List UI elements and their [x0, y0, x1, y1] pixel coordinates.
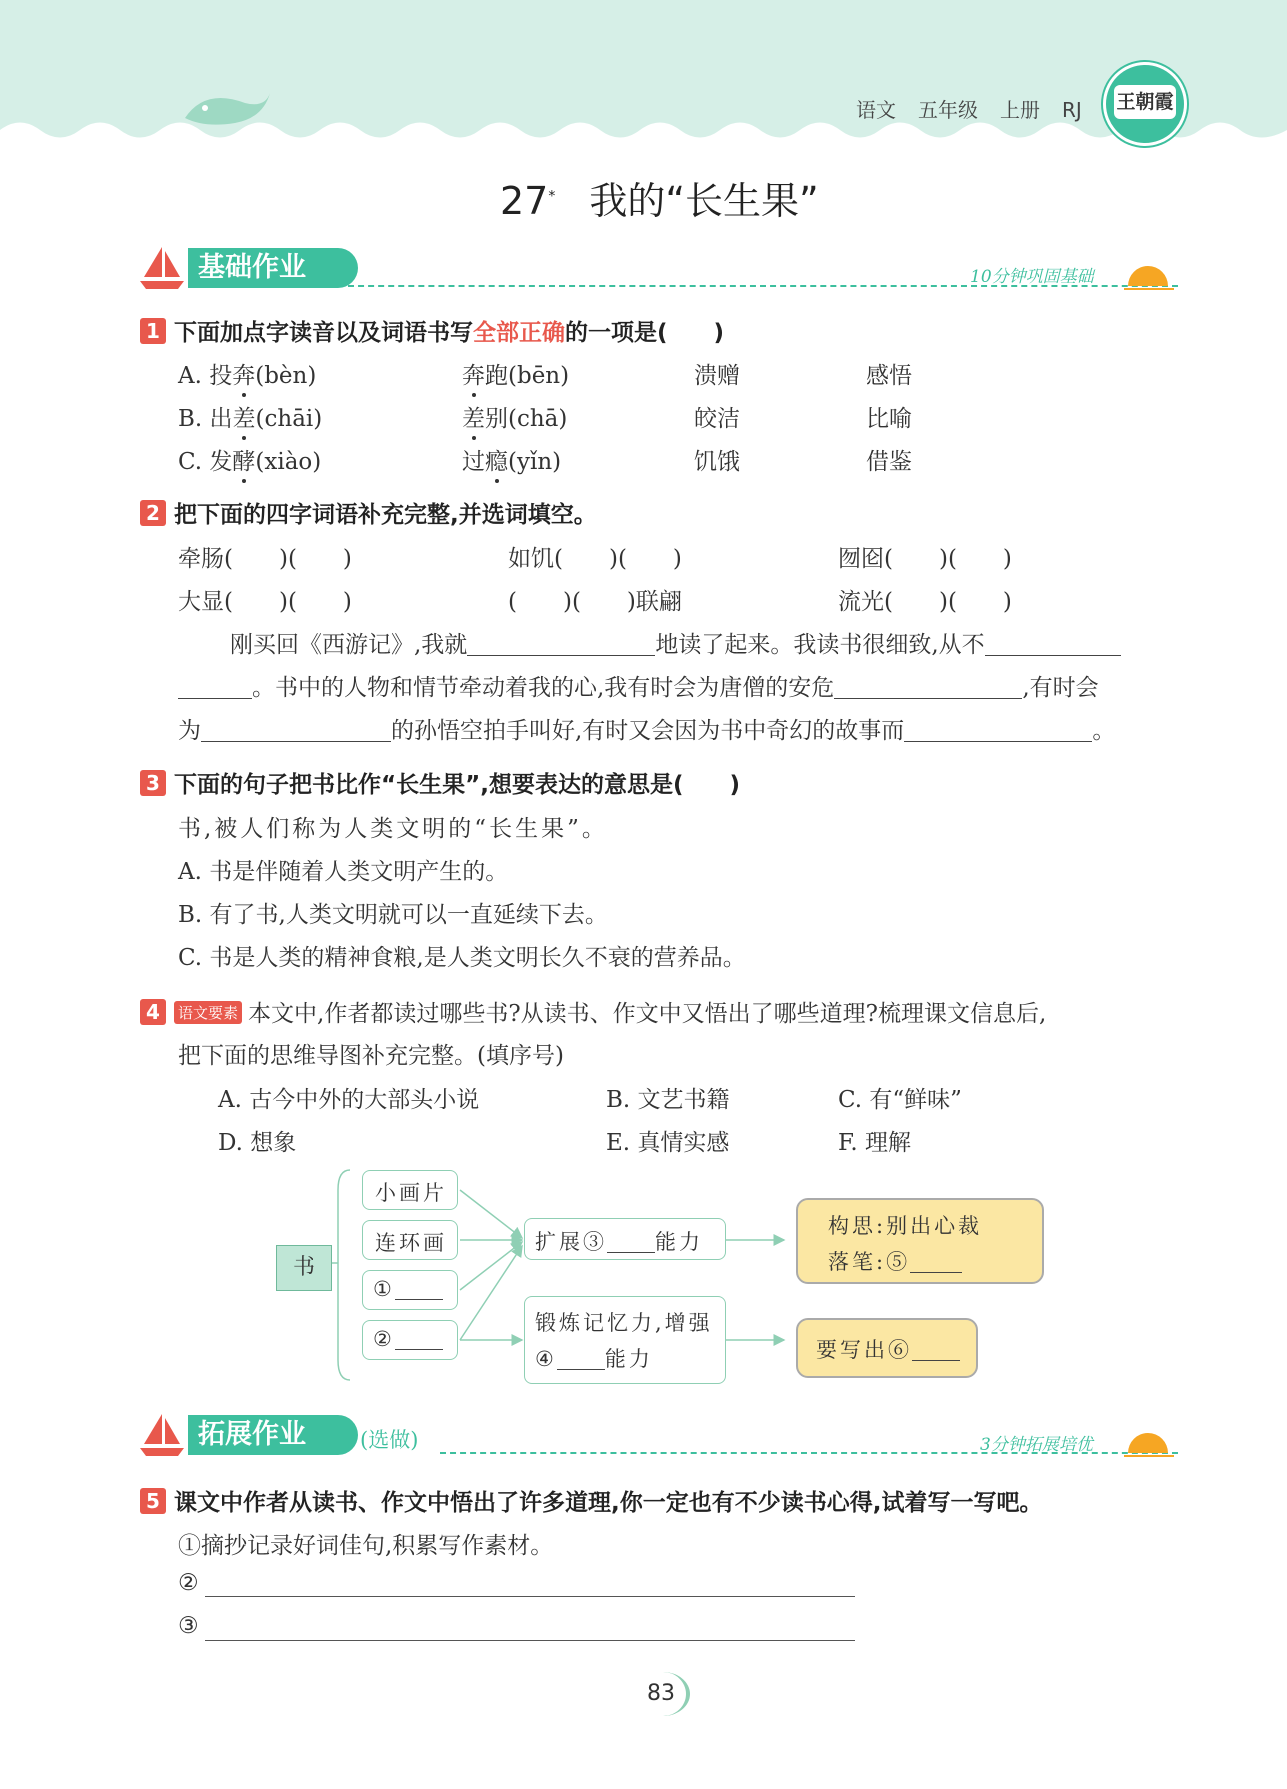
blank[interactable] — [467, 633, 655, 656]
mindmap-branch-4[interactable]: ② — [362, 1320, 458, 1360]
mindmap-note-2[interactable]: 要写出⑥ — [796, 1318, 978, 1378]
q3-option-c[interactable]: C. 书是人类的精神食粮,是人类文明长久不衰的营养品。 — [178, 945, 746, 971]
q3-quote: 书,被人们称为人类文明的“长生果”。 — [178, 816, 608, 842]
q2-passage-line1: 刚买回《西游记》,我就 地读了起来。我读书很细致,从不 — [230, 626, 1121, 659]
q2-idiom-5: ( )( )联翩 — [508, 589, 682, 615]
whale-icon — [175, 78, 275, 133]
section-extend-note: (选做) — [360, 1428, 419, 1452]
page-title: 27* 我的“长生果” — [500, 179, 819, 223]
q4-option-e: E. 真情实感 — [606, 1130, 730, 1156]
q4-option-b: B. 文艺书籍 — [606, 1087, 730, 1113]
q3-stem: 3 下面的句子把书比作“长生果”,想要表达的意思是( ) — [140, 766, 740, 799]
mindmap-branch-1: 小画片 — [362, 1170, 458, 1210]
section-basic-tag: 10分钟巩固基础 — [970, 267, 1094, 287]
sailboat-icon — [138, 243, 188, 291]
q2-idiom-3: 囫囵( )( ) — [838, 546, 1012, 572]
q2-stem: 2 把下面的四字词语补充完整,并选词填空。 — [140, 496, 597, 529]
mindmap-note-1[interactable]: 构思:别出心裁 落笔:⑤ — [796, 1198, 1044, 1284]
q2-idiom-1: 牵肠( )( ) — [178, 546, 352, 572]
q4-stem: 4 语文要素 本文中,作者都读过哪些书?从读书、作文中又悟出了哪些道理?梳理课文信息后, — [140, 995, 1046, 1028]
blank[interactable] — [178, 676, 252, 699]
q5-number: 5 — [140, 1488, 166, 1514]
q1-option-b[interactable]: B. 出差(chāi) 差别(chā) 皎洁 比喻 — [178, 406, 912, 432]
book-meta: 语文 五年级 上册 RJ — [856, 98, 1082, 122]
q4-badge: 语文要素 — [174, 1001, 242, 1024]
q4-option-c: C. 有“鲜味” — [838, 1087, 962, 1113]
q5-line-1: ①摘抄记录好词佳句,积累写作素材。 — [178, 1533, 554, 1559]
q5-line-2-label: ② — [178, 1570, 199, 1596]
q5-answer-line-2[interactable] — [205, 1596, 855, 1597]
q1-number: 1 — [140, 318, 166, 344]
q2-number: 2 — [140, 500, 166, 526]
q3-option-a[interactable]: A. 书是伴随着人类文明产生的。 — [178, 859, 509, 885]
mindmap-middle-2[interactable]: 锻炼记忆力,增强 ④ 能力 — [524, 1296, 726, 1384]
mindmap-root: 书 — [276, 1245, 332, 1291]
mindmap-middle-1[interactable]: 扩展③ 能力 — [524, 1218, 726, 1260]
mindmap-branch-3[interactable]: ① — [362, 1270, 458, 1310]
q5-line-3-label: ③ — [178, 1613, 199, 1639]
q4-option-f: F. 理解 — [838, 1130, 911, 1156]
q3-number: 3 — [140, 770, 166, 796]
mindmap-branch-2: 连环画 — [362, 1220, 458, 1260]
q2-idiom-2: 如饥( )( ) — [508, 546, 682, 572]
blank[interactable] — [904, 719, 1092, 742]
q5-stem: 5 课文中作者从读书、作文中悟出了许多道理,你一定也有不少读书心得,试着写一写吧。 — [140, 1484, 1042, 1517]
q2-idiom-4: 大显( )( ) — [178, 589, 352, 615]
sunset-icon — [1122, 1425, 1176, 1459]
blank[interactable] — [834, 676, 1022, 699]
sunset-icon — [1122, 258, 1176, 292]
q2-passage-line2: 。书中的人物和情节牵动着我的心,我有时会为唐僧的安危 ,有时会 — [178, 669, 1099, 702]
q1-stem: 1 下面加点字读音以及词语书写全部正确的一项是( ) — [140, 314, 724, 347]
q2-idiom-6: 流光( )( ) — [838, 589, 1012, 615]
q4-option-a: A. 古今中外的大部头小说 — [218, 1087, 480, 1113]
page-number: 83 — [636, 1672, 690, 1716]
q4-option-d: D. 想象 — [218, 1130, 297, 1156]
q5-answer-line-3[interactable] — [205, 1640, 855, 1641]
sailboat-icon — [138, 1410, 188, 1458]
section-basic-label: 基础作业 — [188, 248, 358, 288]
q1-option-a[interactable]: A. 投奔(bèn) 奔跑(bēn) 溃赠 感悟 — [178, 363, 912, 389]
q2-passage-line3: 为 的孙悟空拍手叫好,有时又会因为书中奇幻的故事而 。 — [178, 718, 1116, 744]
logo-text: 王朝霞 — [1114, 85, 1176, 119]
logo-badge — [1103, 62, 1187, 146]
q3-option-b[interactable]: B. 有了书,人类文明就可以一直延续下去。 — [178, 902, 608, 928]
blank[interactable] — [985, 633, 1121, 656]
q4-number: 4 — [140, 999, 166, 1025]
q4-stem-line2: 把下面的思维导图补充完整。(填序号) — [178, 1043, 564, 1069]
q1-option-c[interactable]: C. 发酵(xiào) 过瘾(yǐn) 饥饿 借鉴 — [178, 449, 912, 475]
section-extend-tag: 3分钟拓展培优 — [980, 1435, 1093, 1455]
section-extend-label: 拓展作业 — [188, 1415, 358, 1455]
blank[interactable] — [201, 719, 391, 742]
